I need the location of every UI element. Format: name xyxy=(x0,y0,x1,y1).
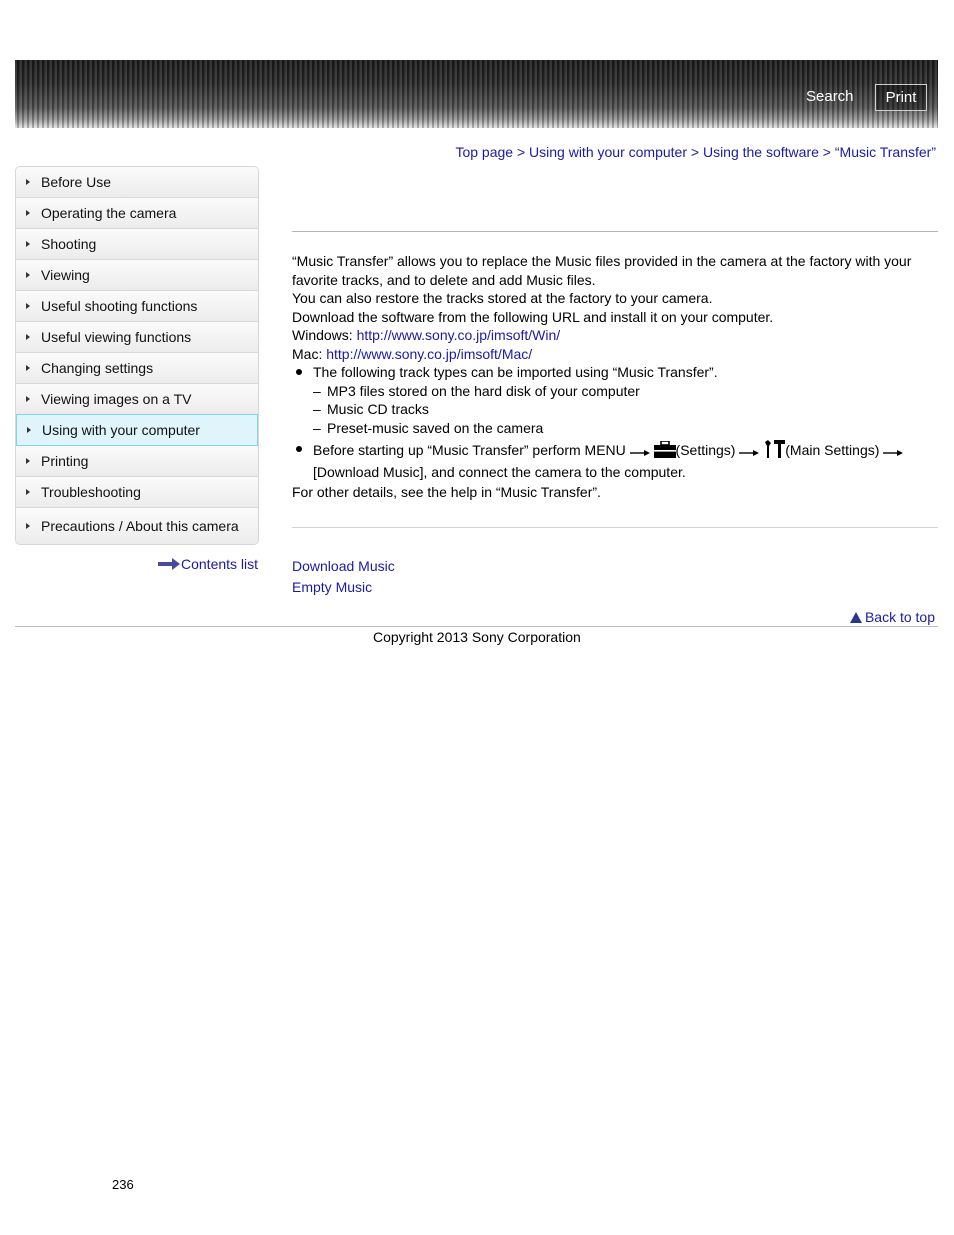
back-to-top-link[interactable] xyxy=(850,609,935,625)
sidebar-item-label: Printing xyxy=(41,453,89,469)
bullet-text: [Download Music], and connect the camera to the computer. xyxy=(313,464,686,480)
sidebar-item-changing-settings[interactable] xyxy=(16,353,258,384)
download-music-link[interactable]: Download Music xyxy=(292,558,395,574)
arrow-right-icon xyxy=(158,558,180,570)
footer-divider xyxy=(15,626,938,627)
back-to-top-label: Back to top xyxy=(864,609,935,625)
sidebar-item-shooting[interactable] xyxy=(16,229,258,260)
empty-music-link[interactable]: Empty Music xyxy=(292,579,373,595)
intro-text: “Music Transfer” allows you to replace the Music files provided in the camera at the factory with your favorite tracks, and to delete and add Music files. xyxy=(292,253,912,288)
breadcrumb-separator: > xyxy=(822,144,831,160)
caret-right-icon xyxy=(26,365,30,371)
bullet-icon xyxy=(296,446,302,452)
breadcrumb-music-transfer[interactable]: “Music Transfer” xyxy=(834,144,936,160)
dash-text: MP3 files stored on the hard disk of your computer xyxy=(327,382,640,399)
sidebar-nav xyxy=(15,166,259,545)
arrow-right-icon xyxy=(630,448,650,458)
caret-right-icon xyxy=(26,241,30,247)
toolbox-settings-icon xyxy=(654,441,676,458)
sidebar-item-label: Precautions / About this camera xyxy=(41,518,239,534)
divider xyxy=(292,231,938,232)
page-number: 236 xyxy=(112,1177,134,1192)
print-button[interactable]: Print xyxy=(875,84,927,111)
dash-item xyxy=(292,419,932,438)
mac-label: Mac: xyxy=(292,345,327,362)
sidebar-item-label: Using with your computer xyxy=(42,422,200,438)
windows-label: Windows: xyxy=(292,327,357,343)
breadcrumb-separator: > xyxy=(690,144,700,160)
arrow-right-icon xyxy=(739,448,759,458)
contents-list-link[interactable] xyxy=(158,556,258,572)
sidebar-item-label: Troubleshooting xyxy=(41,484,141,500)
header-banner xyxy=(15,60,938,128)
sidebar-item-label: Before Use xyxy=(41,174,112,190)
sidebar-item-using-computer[interactable] xyxy=(16,414,258,446)
sidebar-item-useful-shooting[interactable] xyxy=(16,291,258,322)
search-button[interactable]: Search xyxy=(806,88,854,105)
mac-url-link[interactable]: http://www.sony.co.jp/imsoft/Mac/ xyxy=(326,345,533,362)
main-content xyxy=(292,252,932,502)
breadcrumb-top-page[interactable]: Top page xyxy=(455,144,514,160)
divider xyxy=(292,527,938,528)
caret-right-icon xyxy=(26,303,30,309)
windows-url-link[interactable]: http://www.sony.co.jp/imsoft/Win/ xyxy=(356,327,561,343)
dash-text: Music CD tracks xyxy=(327,401,429,417)
copyright-text: Copyright 2013 Sony Corporation xyxy=(373,629,581,645)
sidebar-item-label: Viewing images on a TV xyxy=(41,391,192,407)
settings-label: (Settings) xyxy=(675,442,740,458)
sidebar-item-label: Shooting xyxy=(41,236,97,252)
dash-text: Preset-music saved on the camera xyxy=(327,419,544,436)
sidebar-item-before-use[interactable] xyxy=(16,167,258,198)
caret-right-icon xyxy=(26,489,30,495)
main-settings-label: (Main Settings) xyxy=(785,442,884,458)
dash-icon: – xyxy=(313,382,321,399)
other-details-text: For other details, see the help in “Music Transfer”. xyxy=(292,484,601,500)
caret-right-icon xyxy=(26,458,30,464)
restore-text: You can also restore the tracks stored at the factory to your camera. xyxy=(292,290,713,306)
sidebar-item-label: Changing settings xyxy=(41,360,154,376)
dash-item xyxy=(292,382,932,401)
dash-item xyxy=(292,400,932,419)
caret-right-icon xyxy=(26,334,30,340)
sidebar-item-operating-camera[interactable] xyxy=(16,198,258,229)
caret-right-icon xyxy=(26,210,30,216)
sidebar-item-viewing[interactable] xyxy=(16,260,258,291)
caret-right-icon xyxy=(26,272,30,278)
wrench-hammer-icon xyxy=(763,440,785,458)
breadcrumb-separator: > xyxy=(516,144,526,160)
arrow-right-icon xyxy=(883,448,903,458)
caret-right-icon xyxy=(27,427,31,433)
breadcrumb-using-software[interactable]: Using the software xyxy=(702,144,819,160)
bullet-item xyxy=(292,363,932,382)
dash-icon: – xyxy=(313,419,321,436)
bullet-text: The following track types can be imported using “Music Transfer”. xyxy=(313,364,718,380)
caret-right-icon xyxy=(26,396,30,402)
sidebar-item-troubleshooting[interactable] xyxy=(16,477,258,508)
triangle-up-icon xyxy=(850,612,862,623)
sidebar-item-printing[interactable] xyxy=(16,446,258,477)
download-text: Download the software from the following URL and install it on your computer. xyxy=(292,308,774,325)
sidebar-item-useful-viewing[interactable] xyxy=(16,322,258,353)
breadcrumb-using-with-computer[interactable]: Using with your computer xyxy=(529,144,687,160)
caret-right-icon xyxy=(26,179,30,185)
windows-line xyxy=(292,326,932,345)
caret-right-icon xyxy=(26,523,30,529)
sidebar-item-label: Useful viewing functions xyxy=(41,329,192,345)
breadcrumb xyxy=(455,144,936,160)
bullet-icon xyxy=(296,369,302,375)
sidebar-item-precautions[interactable] xyxy=(16,508,258,544)
bullet-item xyxy=(292,439,932,483)
related-links xyxy=(292,556,395,598)
sidebar-item-label: Operating the camera xyxy=(41,205,177,221)
dash-icon: – xyxy=(313,401,321,417)
sidebar-item-viewing-tv[interactable] xyxy=(16,384,258,415)
sidebar-item-label: Viewing xyxy=(41,267,90,283)
mac-line xyxy=(292,345,932,364)
bullet-text: Before starting up “Music Transfer” perform MENU xyxy=(313,442,630,458)
contents-list-label: Contents list xyxy=(181,556,259,572)
sidebar-item-label: Useful shooting functions xyxy=(41,298,198,314)
